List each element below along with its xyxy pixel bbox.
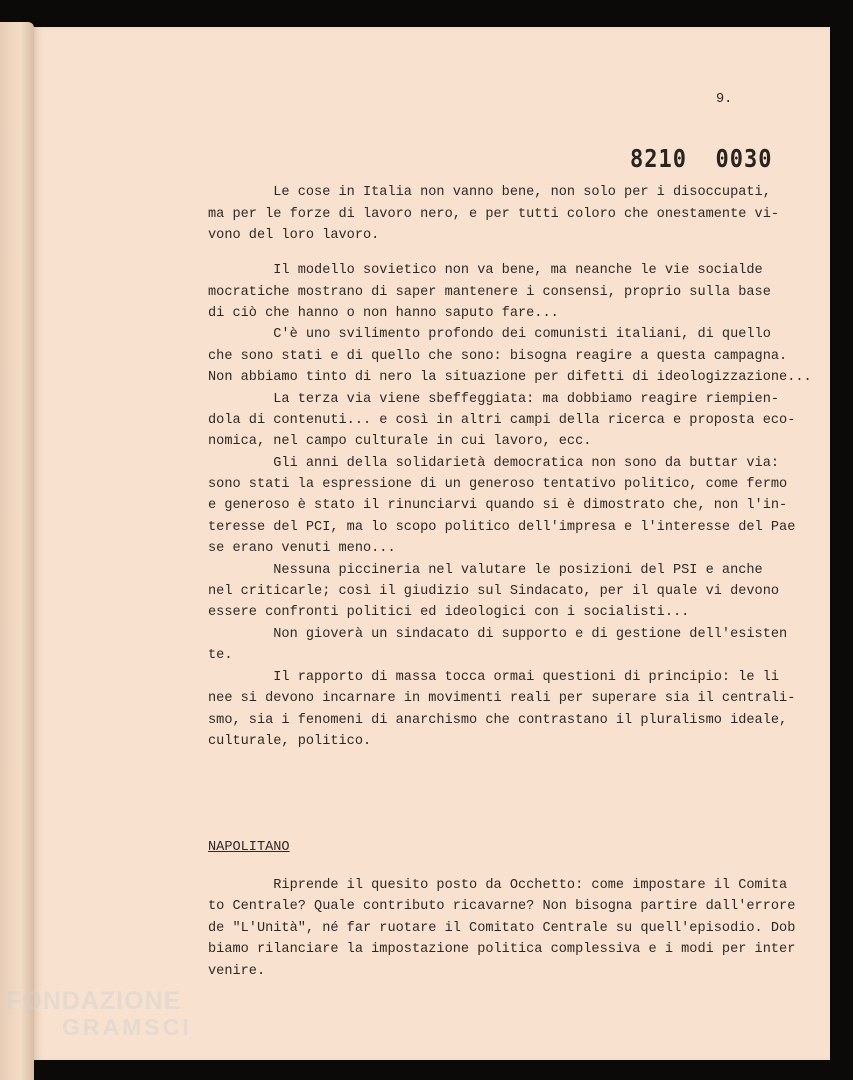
text-line: e generoso è stato il rinunciarvi quando si è dimostrato che, non l'in-	[208, 498, 788, 513]
text-line: vono del loro lavoro.	[208, 228, 380, 243]
watermark-line-1: FONDAZIONE	[6, 987, 182, 1015]
text-line: smo, sia i fenomeni di anarchismo che contrastano il pluralismo ideale,	[208, 713, 788, 728]
text-line: biamo rilanciare la impostazione politica complessiva e i modi per inter	[208, 942, 796, 957]
text-line: culturale, politico.	[208, 734, 372, 749]
text-line: La terza via viene sbeffeggiata: ma dobbiamo reagire riempien-	[208, 392, 780, 407]
text-line: Nessuna piccineria nel valutare le posizioni del PSI e anche	[208, 563, 763, 578]
text-line: Il rapporto di massa tocca ormai questioni di principio: le li	[208, 670, 780, 685]
text-line: che sono stati e di quello che sono: bisogna reagire a questa campagna.	[208, 349, 788, 364]
text-line: essere confronti politici ed ideologici con i socialisti...	[208, 605, 690, 620]
text-line: Non gioverà un sindacato di supporto e di gestione dell'esisten	[208, 627, 788, 642]
text-line: venire.	[208, 964, 266, 979]
text-line: Il modello sovietico non va bene, ma neanche le vie socialde	[208, 263, 763, 278]
document-page	[34, 27, 830, 1060]
text-line: Non abbiamo tinto di nero la situazione per difetti di ideologizzazione...	[208, 370, 812, 385]
text-line: nel criticarle; così il giudizio sul Sindacato, per il quale vi devono	[208, 584, 780, 599]
text-line: C'è uno svilimento profondo dei comunisti italiani, di quello	[208, 327, 771, 342]
text-line: nee si devono incarnare in movimenti reali per superare sia il centrali-	[208, 691, 796, 706]
text-line: Gli anni della solidarietà democratica non sono da buttar via:	[208, 456, 780, 471]
text-line: te.	[208, 648, 233, 663]
archive-stamp-number: 8210 0030	[630, 145, 773, 174]
text-line: se erano venuti meno...	[208, 541, 396, 556]
speaker-heading: NAPOLITANO	[208, 840, 290, 855]
text-line: sono stati la espressione di un generoso tentativo politico, come fermo	[208, 477, 788, 492]
watermark-logo	[6, 988, 192, 1040]
previous-page-edge	[0, 22, 34, 1080]
text-line: de "L'Unità", né far ruotare il Comitato Centrale su quell'episodio. Dob	[208, 921, 796, 936]
text-line: Riprende il quesito posto da Occhetto: come impostare il Comita	[208, 878, 788, 893]
text-line: Le cose in Italia non vanno bene, non solo per i disoccupati,	[208, 185, 771, 200]
text-line: nomica, nel campo culturale in cui lavoro, ecc.	[208, 434, 592, 449]
text-line: teresse del PCI, ma lo scopo politico dell'impresa e l'interesse del Pae	[208, 520, 796, 535]
page-number: 9.	[716, 92, 733, 107]
text-line: to Centrale? Quale contributo ricavarne? Non bisogna partire dall'errore	[208, 899, 796, 914]
text-line: dola di contenuti... e così in altri campi della ricerca e proposta eco-	[208, 413, 796, 428]
watermark-line-2: GRAMSCI	[62, 1014, 192, 1040]
text-line: mocratiche mostrano di saper mantenere i consensi, proprio sulla base	[208, 285, 771, 300]
text-line: ma per le forze di lavoro nero, e per tutti coloro che onestamente vi-	[208, 207, 780, 222]
text-line: di ciò che hanno o non hanno saputo fare...	[208, 306, 559, 321]
